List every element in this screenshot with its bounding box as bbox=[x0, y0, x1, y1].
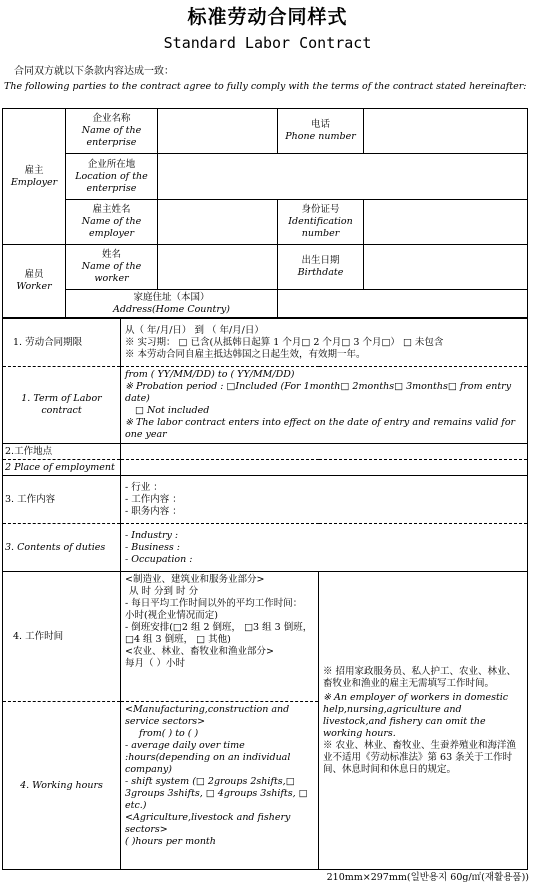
hours-note-zh: ※ 招用家政服务员、私人护工、农业、林业、畜牧业和渔业的雇主无需填写工作时间。 bbox=[323, 665, 517, 689]
employer-header: 雇主 Employer bbox=[3, 109, 66, 245]
occupation-en: - Occupation : bbox=[125, 553, 193, 565]
worker-name-field[interactable] bbox=[158, 245, 278, 290]
term-label-en: 1. Term of Labor contract bbox=[3, 367, 121, 444]
hours-zh-line-1: 从 时 分到 时 分 bbox=[129, 586, 199, 597]
term-not-included-en: □ Not included bbox=[135, 405, 210, 416]
hours-en-line-1: from( ) to ( ) bbox=[139, 728, 199, 739]
hours-zh-line-5: 每月（ ）小时 bbox=[125, 658, 186, 669]
occupation-zh: - 职务内容 ： bbox=[125, 505, 182, 517]
terms-table bbox=[2, 318, 528, 870]
employer-name-label: 雇主姓名 Name of the employer bbox=[66, 200, 158, 245]
content-label-en: 3. Contents of duties bbox=[3, 524, 121, 572]
content-zh bbox=[121, 476, 528, 524]
intro-en: The following parties to the contract agree to fully comply with the terms of the contract stated hereinafter: bbox=[4, 81, 527, 92]
place-field-en[interactable] bbox=[121, 460, 528, 476]
industry-en: - Industry : bbox=[125, 529, 179, 541]
hours-en-line-3: - shift system (□ 2groups 2shifts,□ 3groups 3shifts, □ 4groups 3shifts, □ etc.) bbox=[125, 776, 308, 811]
hours-label-en: 4. Working hours bbox=[3, 702, 121, 870]
birthdate-label: 出生日期 Birthdate bbox=[278, 245, 364, 290]
hours-zh-line-2: - 每日平均工作时间以外的平均工作时间： 小时(视企业情况而定) bbox=[125, 598, 303, 621]
hours-content-zh bbox=[121, 572, 319, 702]
location-label: 企业所在地 Location of the enterprise bbox=[66, 154, 158, 200]
term-content-en bbox=[121, 367, 528, 444]
content-label-zh: 3. 工作内容 bbox=[3, 476, 121, 524]
hours-zh-line-0: <制造业、建筑业和服务业部分> bbox=[125, 574, 265, 585]
worker-name-label: 姓名 Name of the worker bbox=[66, 245, 158, 290]
address-label: 家庭住址（本国） Address(Home Country) bbox=[66, 290, 278, 318]
term-effective-zh: ※ 本劳动合同自雇主抵达韩国之日起生效，有效期一年。 bbox=[125, 348, 366, 360]
industry-zh: - 行业 ： bbox=[125, 481, 163, 493]
business-zh: - 工作内容 ： bbox=[125, 493, 182, 505]
hours-en-line-4: <Agriculture,livestock and fishery sectors> bbox=[125, 812, 291, 835]
id-label: 身份证号 Identification number bbox=[278, 200, 364, 245]
intro-zh: 合同双方就以下条款内容达成一致： bbox=[14, 66, 174, 77]
hours-label-zh: 4. 工作时间 bbox=[3, 572, 121, 702]
term-probation-zh: ※ 实习期： □ 已含(从抵韩日起算 1 个月□ 2 个月□ 3 个月□） □ 未包含 bbox=[125, 336, 444, 348]
business-en: - Business : bbox=[125, 541, 180, 553]
hours-en-line-0: <Manufacturing,construction and service sectors> bbox=[125, 704, 290, 727]
content-en bbox=[121, 524, 528, 572]
term-label-zh: 1. 劳动合同期限 bbox=[3, 319, 121, 367]
hours-zh-line-4: <农业、林业、畜牧业和渔业部分> bbox=[125, 646, 274, 657]
phone-label: 电话 Phone number bbox=[278, 109, 364, 154]
parties-table bbox=[2, 108, 528, 318]
title-zh: 标准劳动合同样式 bbox=[187, 6, 348, 28]
hours-en-line-2: - average daily over time :hours(depending on an individual company) bbox=[125, 740, 291, 775]
hours-zh-line-3: - 倒班安排(□2 组 2 倒班， □3 组 3 倒班， □4 组 3 倒班， □ 其他) bbox=[125, 622, 313, 645]
company-name-label: 企业名称 Name of the enterprise bbox=[66, 109, 158, 154]
title-en: Standard Labor Contract bbox=[163, 34, 372, 52]
term-from-zh: 从（ 年/月/日） 到 （ 年/月/日） bbox=[125, 324, 264, 336]
term-content-zh bbox=[121, 319, 528, 367]
worker-header: 雇员 Worker bbox=[3, 245, 66, 318]
phone-field[interactable] bbox=[364, 109, 528, 154]
id-field[interactable] bbox=[364, 200, 528, 245]
term-from-en: from ( YY/MM/DD) to ( YY/MM/DD) bbox=[125, 369, 295, 380]
location-field[interactable] bbox=[158, 154, 528, 200]
address-field[interactable] bbox=[278, 290, 528, 318]
place-label-en: 2 Place of employment bbox=[3, 460, 121, 476]
company-name-field[interactable] bbox=[158, 109, 278, 154]
hours-en-line-5: ( )hours per month bbox=[125, 836, 216, 847]
place-label-zh: 2.工作地点 bbox=[3, 444, 121, 460]
birthdate-field[interactable] bbox=[364, 245, 528, 290]
term-probation-en: ※ Probation period : □Included (For 1month□ 2months□ 3months□ from entry date) bbox=[125, 381, 512, 404]
hours-note-zh2: ※ 农业、林业、畜牧业、生蚕养殖业和海洋渔业不适用《劳动标准法》第 63 条关于工作时间、休息时间和休息日的规定。 bbox=[323, 739, 517, 775]
term-effective-en: ※ The labor contract enters into effect on the date of entry and remains valid for one year bbox=[125, 417, 516, 440]
hours-content-en bbox=[121, 702, 319, 870]
employer-name-field[interactable] bbox=[158, 200, 278, 245]
hours-notes bbox=[319, 572, 528, 870]
hours-note-en: ※ An employer of workers in domestic help,nursing,agriculture and livestock,and fishery can omit the working hours. bbox=[323, 691, 509, 739]
place-field-zh[interactable] bbox=[121, 444, 528, 460]
paper-size-footer: 210mm×297mm(일반용지 60g/㎡(재활용품)) bbox=[326, 872, 529, 883]
